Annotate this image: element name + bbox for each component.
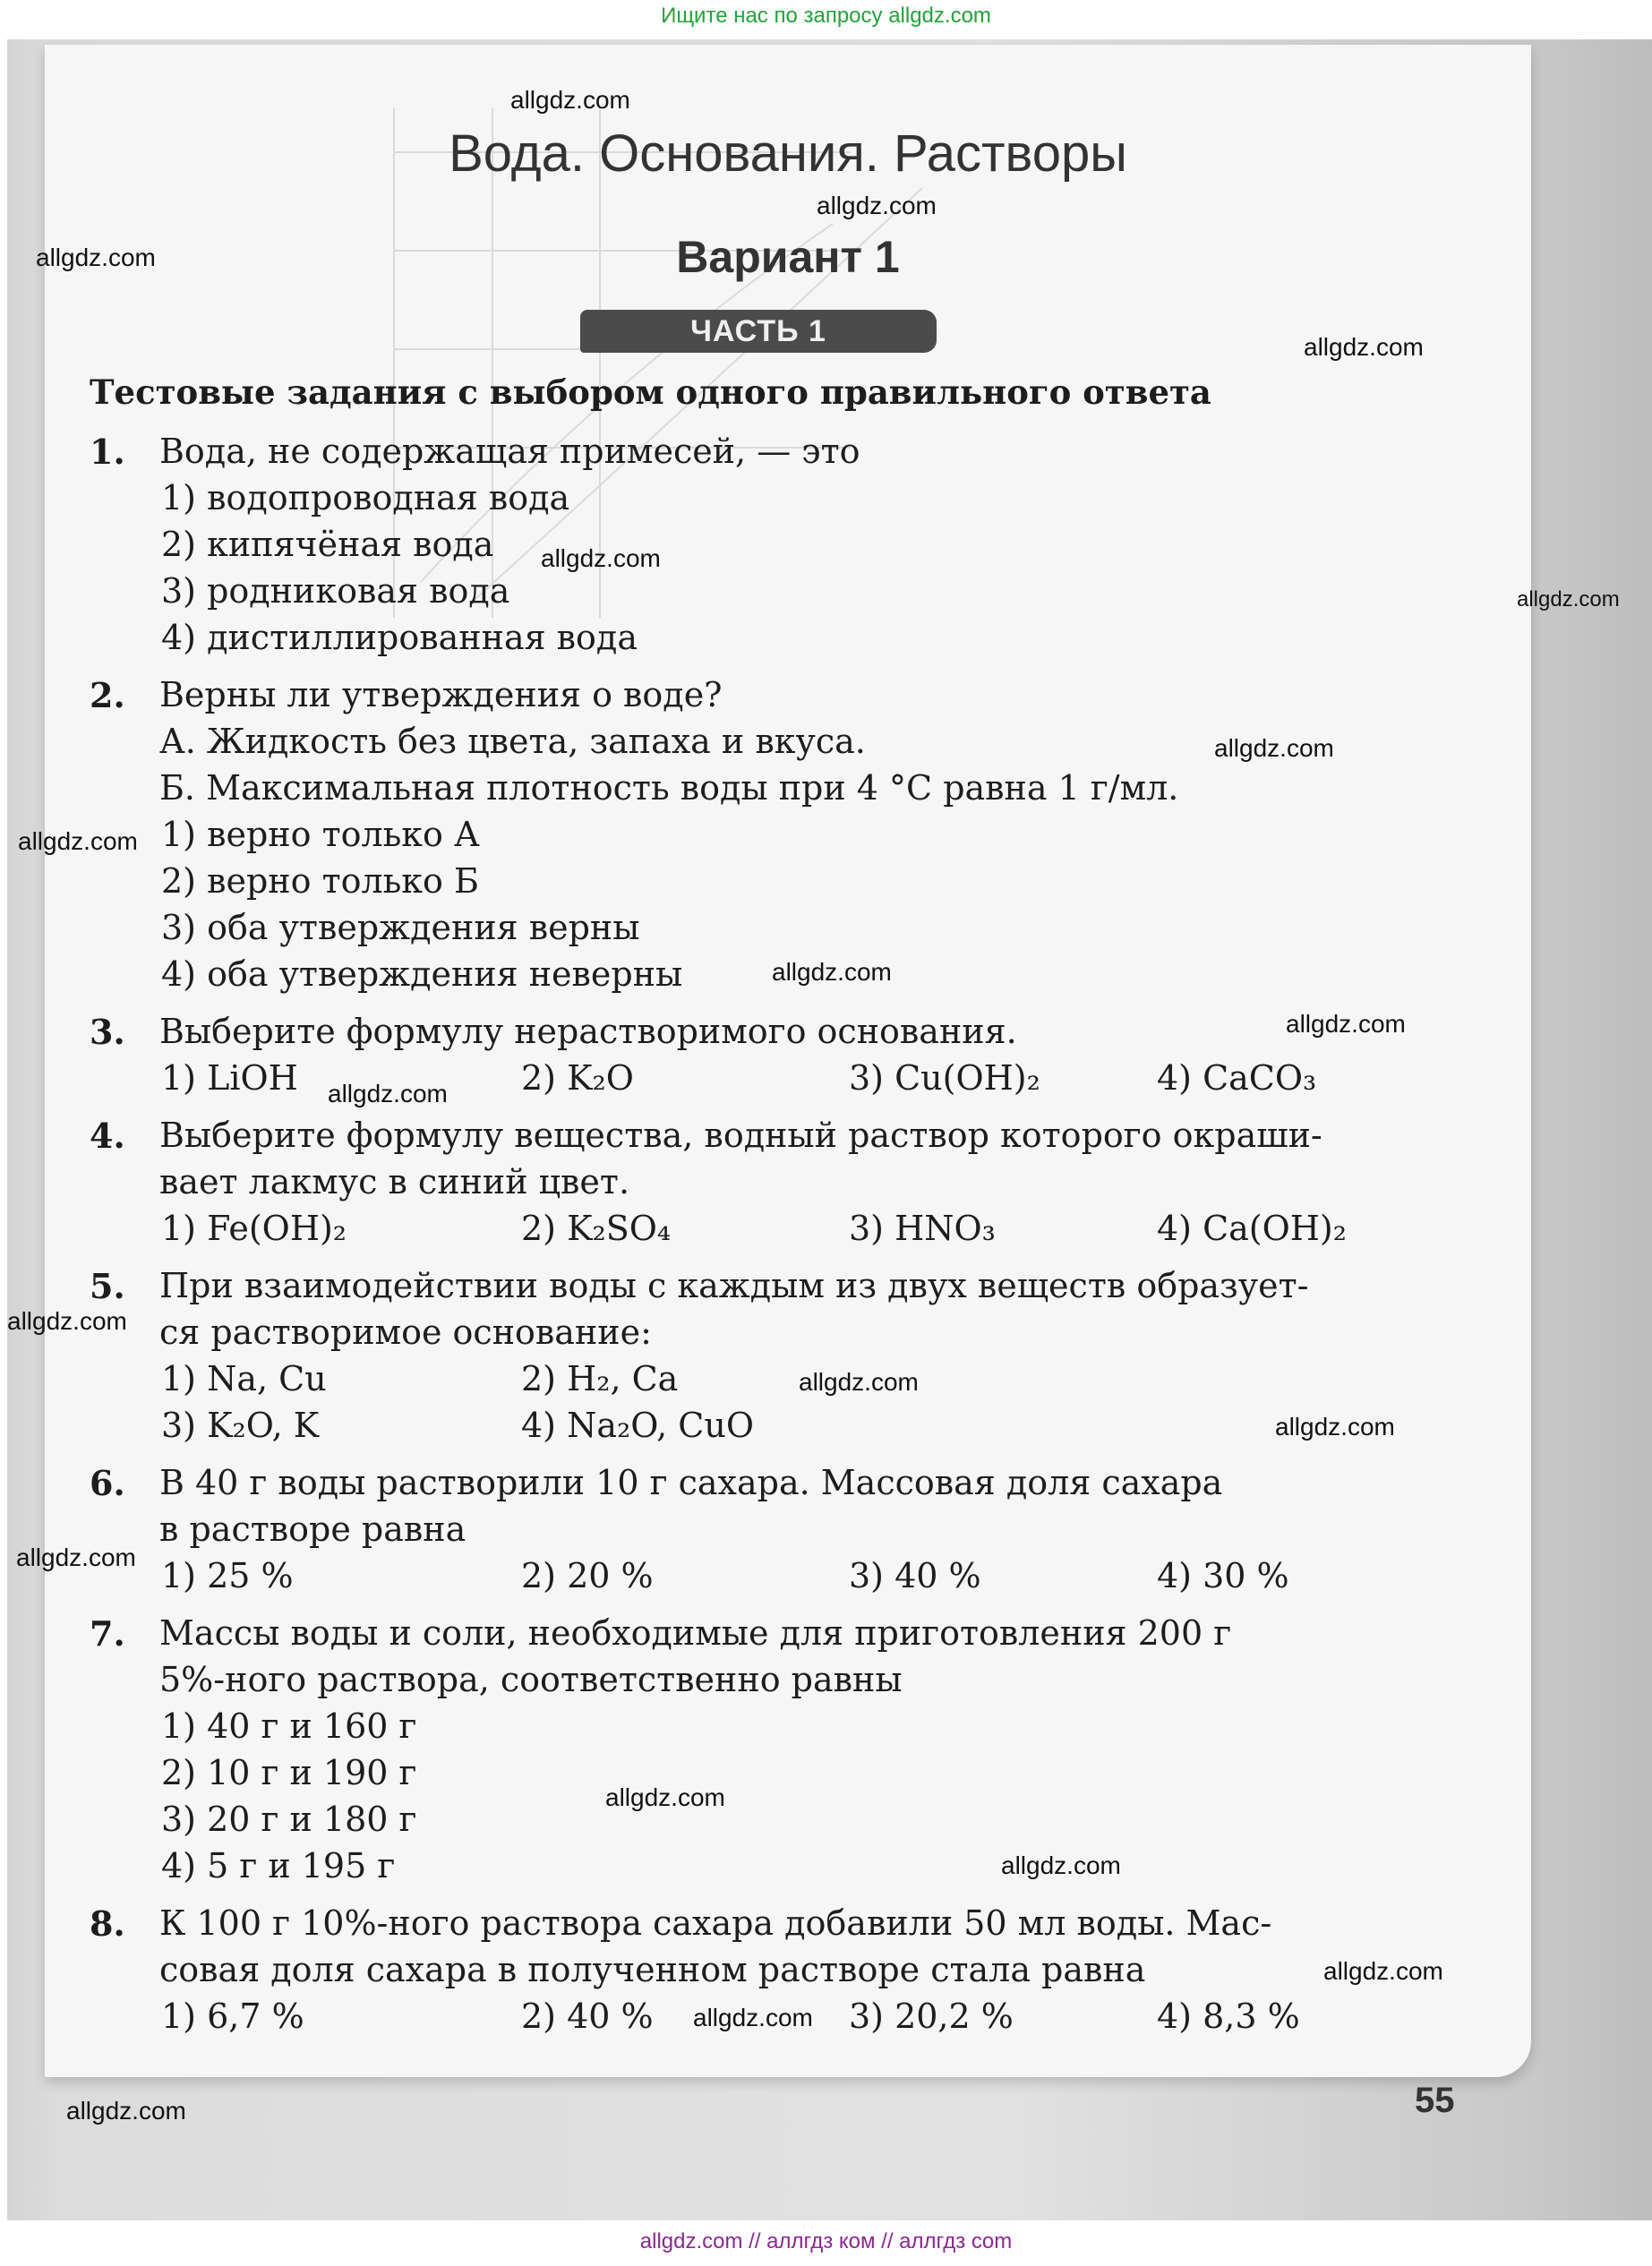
- question-number: 1.: [90, 432, 125, 472]
- answer-option: 1) Fe(OH)₂: [161, 1209, 347, 1248]
- question-number: 4.: [90, 1116, 125, 1156]
- answer-option: 1) верно только А: [161, 815, 480, 854]
- answer-option: 4) 5 г и 195 г: [161, 1846, 396, 1885]
- answer-option: 1) водопроводная вода: [161, 478, 570, 517]
- answer-option: 2) 40 %: [521, 1997, 654, 2036]
- question-number: 2.: [90, 675, 125, 715]
- answer-option: 2) 20 %: [521, 1556, 654, 1595]
- answer-option: 1) 40 г и 160 г: [161, 1706, 417, 1746]
- answer-option: 2) кипячёная вода: [161, 525, 494, 564]
- section-heading: Тестовые задания с выбором одного правильного ответа: [90, 372, 1211, 412]
- question-text: Верны ли утверждения о воде?: [159, 675, 723, 714]
- answer-option: 1) LiOH: [161, 1058, 298, 1098]
- watermark: allgdz.com: [1304, 333, 1424, 361]
- page-title: Вода. Основания. Растворы: [449, 124, 1127, 183]
- question-text: Массы воды и соли, необходимые для приготовления 200 г: [159, 1613, 1232, 1653]
- question-text: В 40 г воды растворили 10 г сахара. Массовая доля сахара: [159, 1463, 1223, 1502]
- watermark: allgdz.com: [1001, 1851, 1121, 1879]
- answer-option: 3) Cu(OH)₂: [849, 1058, 1040, 1098]
- part-badge: ЧАСТЬ 1: [580, 310, 937, 353]
- watermark: allgdz.com: [1323, 1957, 1443, 1985]
- top-banner: Ищите нас по запросу allgdz.com: [661, 4, 991, 28]
- answer-option: 3) 20,2 %: [849, 1997, 1014, 2036]
- question-text: К 100 г 10%-ного раствора сахара добавили 50 мл воды. Мас-: [159, 1903, 1272, 1943]
- answer-option: 3) K₂O, K: [161, 1406, 320, 1445]
- answer-option: 2) K₂O: [521, 1058, 634, 1098]
- question-text: в растворе равна: [159, 1509, 466, 1549]
- answer-option: 4) оба утверждения неверны: [161, 954, 683, 994]
- answer-option: 4) Na₂O, CuO: [521, 1406, 755, 1445]
- watermark: allgdz.com: [36, 244, 156, 271]
- question-text: ся растворимое основание:: [159, 1313, 652, 1352]
- watermark: allgdz.com: [1286, 1010, 1406, 1038]
- watermark: allgdz.com: [16, 1543, 136, 1571]
- answer-option: 3) 40 %: [849, 1556, 981, 1595]
- question-number: 7.: [90, 1613, 125, 1654]
- answer-option: 3) родниковая вода: [161, 571, 510, 611]
- watermark: allgdz.com: [1275, 1413, 1395, 1441]
- answer-option: 2) K₂SO₄: [521, 1209, 672, 1248]
- answer-option: 3) 20 г и 180 г: [161, 1800, 417, 1839]
- watermark: allgdz.com: [605, 1783, 725, 1811]
- question-text: вает лакмус в синий цвет.: [159, 1162, 630, 1201]
- answer-option: 2) верно только Б: [161, 861, 479, 901]
- page-number: 55: [1415, 2081, 1455, 2120]
- answer-option: 4) 30 %: [1157, 1556, 1289, 1595]
- watermark: allgdz.com: [772, 958, 892, 986]
- question-text: При взаимодействии воды с каждым из двух веществ образует-: [159, 1266, 1309, 1305]
- watermark: allgdz.com: [18, 827, 138, 855]
- variant-heading: Вариант 1: [676, 232, 900, 282]
- answer-option: 4) Ca(OH)₂: [1157, 1209, 1347, 1248]
- question-number: 8.: [90, 1903, 125, 1944]
- answer-option: 2) H₂, Ca: [521, 1359, 679, 1398]
- question-text: Выберите формулу вещества, водный раствор которого окраши-: [159, 1116, 1322, 1155]
- answer-option: 3) оба утверждения верны: [161, 908, 640, 947]
- question-number: 6.: [90, 1463, 125, 1503]
- question-text: Выберите формулу нерастворимого основания.: [159, 1012, 1017, 1051]
- answer-option: 4) CaCO₃: [1157, 1058, 1317, 1098]
- watermark: allgdz.com: [7, 1307, 127, 1335]
- watermark: allgdz.com: [66, 2097, 186, 2125]
- question-text: А. Жидкость без цвета, запаха и вкуса.: [159, 722, 866, 761]
- bottom-banner: allgdz.com // аллгдз ком // аллгдз com: [639, 2229, 1013, 2253]
- answer-option: 2) 10 г и 190 г: [161, 1753, 417, 1792]
- answer-option: 1) 6,7 %: [161, 1997, 304, 2036]
- watermark: allgdz.com: [328, 1080, 448, 1107]
- watermark: allgdz.com: [541, 544, 661, 572]
- watermark: allgdz.com: [1517, 587, 1620, 611]
- question-text: совая доля сахара в полученном растворе стала равна: [159, 1950, 1146, 1989]
- question-number: 3.: [90, 1012, 125, 1052]
- question-text: Вода, не содержащая примесей, — это: [159, 432, 860, 471]
- answer-option: 3) HNO₃: [849, 1209, 996, 1248]
- watermark: allgdz.com: [799, 1368, 919, 1396]
- watermark: allgdz.com: [817, 192, 937, 219]
- answer-option: 4) 8,3 %: [1157, 1997, 1300, 2036]
- watermark: allgdz.com: [510, 86, 630, 114]
- answer-option: 1) 25 %: [161, 1556, 294, 1595]
- watermark: allgdz.com: [693, 2004, 813, 2031]
- answer-option: 4) дистиллированная вода: [161, 618, 638, 657]
- question-text: Б. Максимальная плотность воды при 4 °С равна 1 г/мл.: [159, 768, 1179, 808]
- question-number: 5.: [90, 1266, 125, 1306]
- answer-option: 1) Na, Cu: [161, 1359, 327, 1398]
- watermark: allgdz.com: [1214, 734, 1334, 762]
- question-text: 5%-ного раствора, соответственно равны: [159, 1660, 903, 1699]
